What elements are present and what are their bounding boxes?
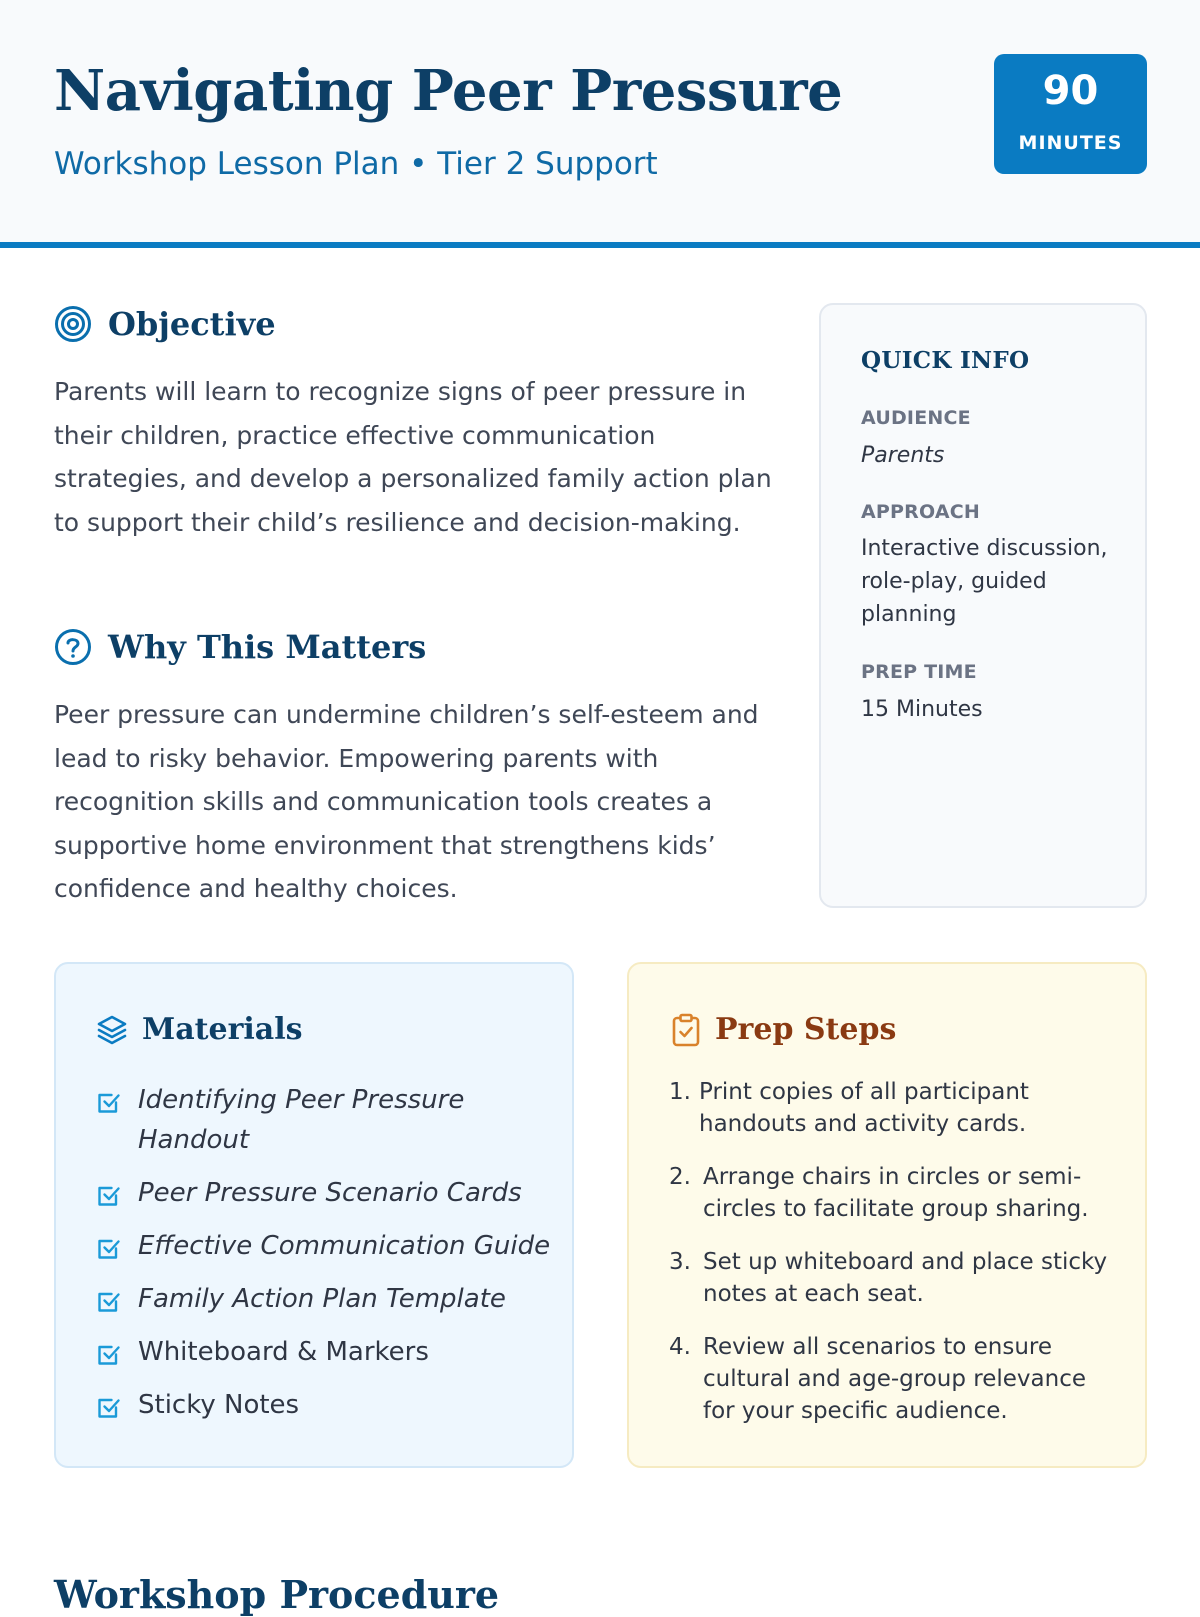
- duration-badge: [994, 54, 1147, 174]
- material-item: [96, 1332, 556, 1372]
- checkbox-check-icon: [96, 1090, 122, 1116]
- prep-step-number: 2.: [669, 1164, 691, 1190]
- why-text: Peer pressure can undermine children’s self-esteem and lead to risky behavior. Empowering parents with recognition skills and communication tools creates a supportive home environment that strengthens kids’ confidence and healthy choices.: [54, 700, 759, 903]
- material-item: [96, 1279, 556, 1319]
- checkbox-check-icon: [96, 1183, 122, 1209]
- prep-time-label: PREP TIME: [861, 661, 977, 683]
- quick-info-panel: [819, 303, 1147, 908]
- prep-steps-heading: [671, 1012, 896, 1047]
- audience-value: Parents: [861, 443, 945, 468]
- duration-unit: MINUTES: [1018, 132, 1123, 154]
- page-title: Navigating Peer Pressure: [54, 58, 843, 124]
- audience-label: AUDIENCE: [861, 407, 971, 429]
- material-item: [96, 1385, 556, 1425]
- material-item: [96, 1080, 556, 1160]
- prep-steps-heading-text: Prep Steps: [715, 1012, 897, 1047]
- page-subtitle: Workshop Lesson Plan • Tier 2 Support: [54, 146, 658, 182]
- checkbox-check-icon: [96, 1289, 122, 1315]
- objective-text: Parents will learn to recognize signs of peer pressure in their children, practice effective communication strategies, and develop a personalized family action plan to support their child’s resilience and decision-making.: [54, 377, 772, 537]
- prep-steps-list: [669, 1076, 1119, 1448]
- prep-time-value: 15 Minutes: [861, 697, 983, 722]
- material-label: Identifying Peer Pressure Handout: [138, 1085, 465, 1155]
- prep-step-item: [669, 1246, 1119, 1310]
- prep-step-text: Print copies of all participant handouts and activity cards.: [699, 1079, 1029, 1137]
- prep-step-text: Set up whiteboard and place sticky notes at each seat.: [703, 1249, 1108, 1307]
- quick-info-title: QUICK INFO: [861, 347, 1030, 374]
- material-item: [96, 1173, 556, 1213]
- materials-heading: [96, 1012, 303, 1047]
- prep-step-number: 1.: [669, 1079, 691, 1105]
- prep-step-number: 4.: [669, 1334, 691, 1360]
- objective-heading-text: Objective: [108, 305, 276, 343]
- materials-list: [96, 1080, 556, 1438]
- prep-step-item: [669, 1076, 1119, 1140]
- prep-step-number: 3.: [669, 1249, 691, 1275]
- target-icon: [54, 305, 92, 343]
- materials-heading-text: Materials: [142, 1012, 303, 1047]
- objective-heading: [54, 305, 276, 343]
- clipboard-check-icon: [671, 1013, 701, 1047]
- checkbox-check-icon: [96, 1236, 122, 1262]
- prep-step-text: Review all scenarios to ensure cultural and age-group relevance for your specific audience.: [703, 1334, 1087, 1424]
- material-label: Sticky Notes: [138, 1390, 300, 1420]
- material-label: Effective Communication Guide: [138, 1231, 551, 1261]
- duration-value: 90: [1042, 68, 1099, 114]
- prep-steps-card: [627, 962, 1147, 1468]
- material-label: Whiteboard & Markers: [138, 1337, 429, 1367]
- material-label: Peer Pressure Scenario Cards: [138, 1178, 522, 1208]
- materials-card: [54, 962, 574, 1468]
- checkbox-check-icon: [96, 1342, 122, 1368]
- layers-icon: [96, 1014, 128, 1046]
- material-label: Family Action Plan Template: [138, 1284, 506, 1314]
- checkbox-check-icon: [96, 1395, 122, 1421]
- prep-step-text: Arrange chairs in circles or semi-circles to facilitate group sharing.: [703, 1164, 1089, 1222]
- why-heading-text: Why This Matters: [108, 628, 427, 666]
- material-item: [96, 1226, 556, 1266]
- why-heading: [54, 628, 426, 666]
- question-circle-icon: [54, 628, 92, 666]
- page-header: [0, 0, 1200, 248]
- prep-step-item: [669, 1331, 1119, 1427]
- procedure-heading: Workshop Procedure: [54, 1572, 500, 1617]
- prep-step-item: [669, 1161, 1119, 1225]
- approach-value: Interactive discussion, role-play, guided planning: [861, 536, 1108, 627]
- approach-label: APPROACH: [861, 501, 980, 523]
